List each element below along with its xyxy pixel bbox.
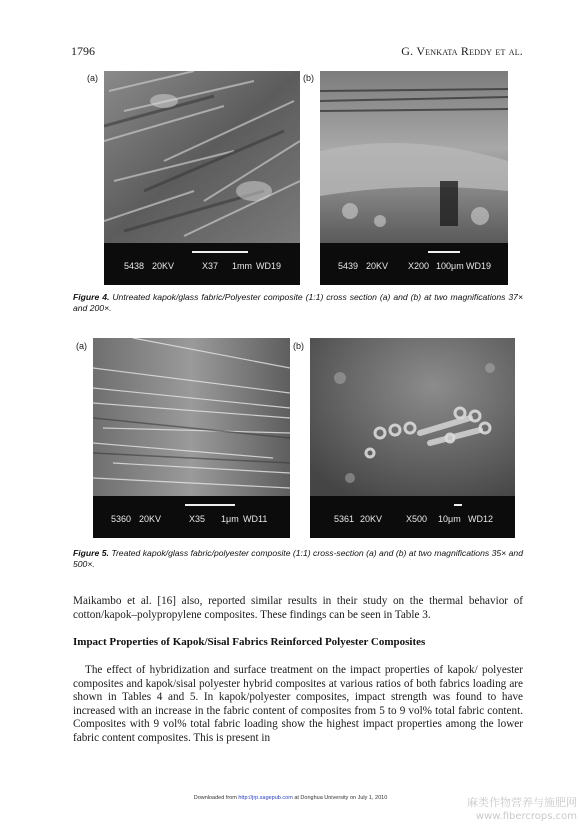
working-distance: WD11: [243, 514, 268, 524]
scale-bar: [185, 504, 235, 506]
figure4-panel-b-label: (b): [303, 73, 314, 83]
figure4-panel-b-micrograph: [320, 71, 508, 285]
accelerating-voltage: 20KV: [366, 261, 389, 271]
page-number: 1796: [71, 44, 95, 58]
figure5-panel-a-label: (a): [76, 341, 87, 351]
micrograph-number: 5360: [111, 514, 132, 524]
micrograph-number: 5438: [124, 261, 145, 271]
caption-label: Figure 5.: [73, 548, 109, 558]
figure5-caption: [73, 548, 523, 570]
accelerating-voltage: 20KV: [152, 261, 175, 271]
scale-label: 100μm: [436, 261, 464, 271]
scale-label: 1μm: [221, 514, 239, 524]
scale-bar: [454, 504, 462, 506]
running-head: G. Venkata Reddy et al.: [401, 44, 523, 58]
scale-label: 1mm: [232, 261, 252, 271]
accelerating-voltage: 20KV: [360, 514, 383, 524]
caption-text: Untreated kapok/glass fabric/Polyester composite (1:1) cross section (a) and (b) at two magnifications 37× and 200×.: [73, 292, 523, 313]
sem-data-bar: [320, 243, 508, 285]
micrograph-number: 5439: [338, 261, 359, 271]
watermark-url: www.fibercrops.com: [475, 811, 577, 822]
footer-suffix: at Donghua University on July 1, 2010: [294, 795, 388, 801]
watermark-title: 麻类作物营养与施肥网: [467, 796, 577, 809]
sem-data-bar: [104, 243, 300, 285]
micrograph-number: 5361: [334, 514, 355, 524]
working-distance: WD19: [466, 261, 492, 271]
body-paragraph-1: Maikambo et al. [16] also, reported similar results in their study on the thermal behavior of cotton/kapok–polypropylene composites. These findings can be seen in Table 3.: [73, 595, 523, 621]
figure4-panel-a-label: (a): [87, 73, 98, 83]
sem-data-bar: [93, 496, 290, 538]
body-paragraph-2: The effect of hybridization and surface treatment on the impact properties of kapok/ polyester composites and kapok/sisal polyester hybrid composites at various ratios of both fabrics loading are shown in Tables 4 and 5. In kapok/polyester composites, impact strength was found to have increased with an increase in the fabric content of composites from 5 to 9 vol% total fabric content. Composites with 9 vol% total fabric loading show the highest impact properties among the lower fabric content composites. This is present in: [73, 664, 523, 744]
figure4-caption: [73, 292, 523, 314]
figure5-panel-b-micrograph: [310, 338, 515, 538]
footer-link[interactable]: http://jrp.sagepub.com: [238, 795, 293, 801]
caption-text: Treated kapok/glass fabric/polyester composite (1:1) cross-section (a) and (b) at two magnifications 35× and 500×.: [73, 548, 523, 569]
figure5-panel-a-micrograph: [93, 338, 290, 538]
magnification: X200: [408, 261, 430, 271]
figure5-panel-b-label: (b): [293, 341, 304, 351]
magnification: X500: [406, 514, 428, 524]
footer-prefix: Downloaded from: [193, 795, 237, 801]
caption-label: Figure 4.: [73, 292, 110, 302]
watermark: [467, 796, 577, 824]
scale-bar: [428, 251, 460, 253]
figure4-panel-a-micrograph: [104, 71, 300, 285]
accelerating-voltage: 20KV: [139, 514, 162, 524]
magnification: X35: [189, 514, 206, 524]
scale-bar: [192, 251, 248, 253]
scale-label: 10μm: [438, 514, 461, 524]
section-heading: Impact Properties of Kapok/Sisal Fabrics Reinforced Polyester Composites: [73, 636, 426, 648]
working-distance: WD12: [468, 514, 494, 524]
working-distance: WD19: [256, 261, 282, 271]
sem-data-bar: [310, 496, 515, 538]
magnification: X37: [202, 261, 219, 271]
